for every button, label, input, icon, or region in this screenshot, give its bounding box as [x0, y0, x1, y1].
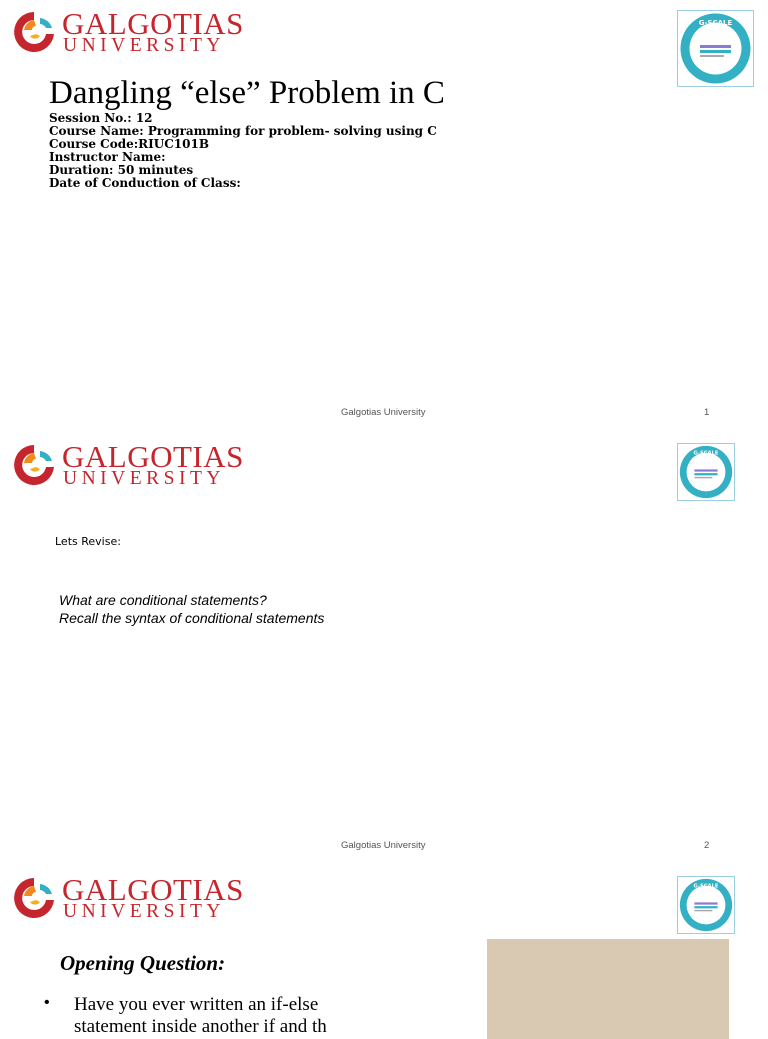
page-number: 2: [704, 840, 710, 851]
swirl-logo-icon: [10, 874, 58, 922]
date-of-conduction: Date of Conduction of Class:: [49, 176, 241, 190]
course-code: Course Code:RIUC101B: [49, 137, 209, 151]
bullet-icon: •: [44, 994, 50, 1011]
g-scale-badge-icon: [678, 444, 734, 500]
opening-question-heading: Opening Question:: [60, 951, 226, 975]
slide-3: [0, 866, 768, 1037]
logo-word-university: UNIVERSITY: [63, 468, 225, 489]
g-scale-badge: [677, 443, 735, 501]
footer-text: Galgotias University: [341, 840, 426, 851]
bullet-text: Have you ever written an if-else statement inside another if and th: [74, 994, 327, 1037]
svg-text:G-SCALE: G-SCALE: [698, 19, 733, 27]
g-scale-badge: [677, 876, 735, 934]
logo-word-university: UNIVERSITY: [63, 901, 225, 922]
svg-text:G-SCALE: G-SCALE: [693, 450, 719, 457]
logo-word-galgotias: GALGOTIAS: [62, 872, 244, 907]
logo-word-galgotias: GALGOTIAS: [62, 439, 244, 474]
university-logo: [10, 8, 245, 56]
duration: Duration: 50 minutes: [49, 163, 194, 177]
page-number: 1: [704, 407, 710, 418]
university-logo: [10, 441, 245, 489]
swirl-logo-icon: [10, 8, 58, 56]
slide-title: Dangling “else” Problem in C: [49, 75, 445, 111]
instructor-name: Instructor Name:: [49, 150, 166, 164]
swirl-logo-icon: [10, 441, 58, 489]
revise-heading: Lets Revise:: [55, 535, 121, 548]
question-2: Recall the syntax of conditional statements: [59, 609, 325, 626]
g-scale-badge-icon: [678, 877, 734, 933]
slide-1: [0, 0, 768, 433]
footer-text: Galgotias University: [341, 407, 426, 418]
session-number: Session No.: 12: [49, 111, 153, 125]
logo-word-university: UNIVERSITY: [63, 35, 225, 56]
course-name: Course Name: Programming for problem- solving using C: [49, 124, 437, 138]
revision-questions: [59, 592, 324, 627]
g-scale-badge-icon: [678, 11, 753, 86]
session-meta: [49, 112, 437, 190]
university-logo: [10, 874, 245, 922]
svg-text:G-SCALE: G-SCALE: [693, 883, 719, 890]
g-scale-badge: [677, 10, 754, 87]
slide-2: [0, 433, 768, 866]
question-1: What are conditional statements?: [59, 592, 267, 608]
image-placeholder: [487, 939, 729, 1039]
logo-word-galgotias: GALGOTIAS: [62, 6, 244, 41]
